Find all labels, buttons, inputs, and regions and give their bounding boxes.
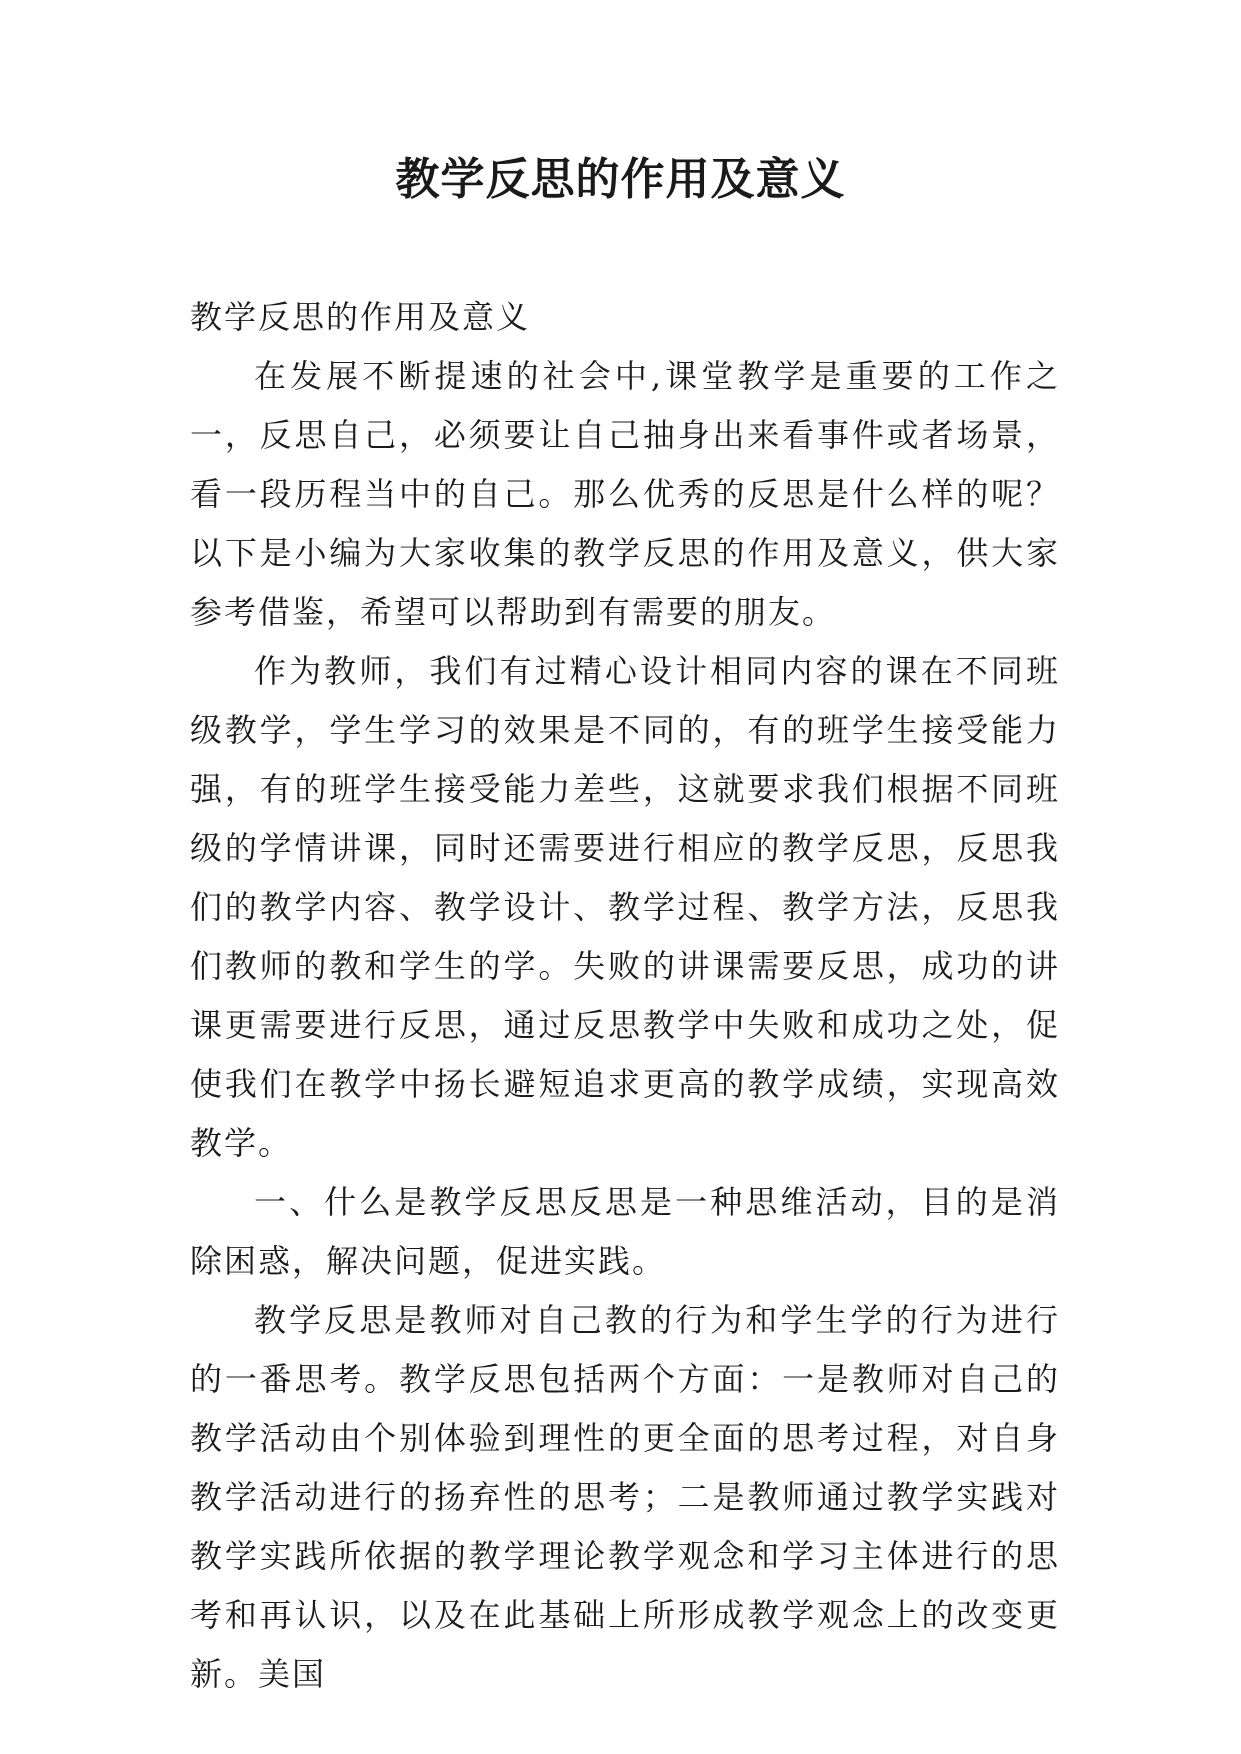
document-body	[190, 288, 1060, 1704]
paragraph-intro: 在发展不断提速的社会中,课堂教学是重要的工作之一，反思自己，必须要让自己抽身出来看事件或者场景，看一段历程当中的自己。那么优秀的反思是什么样的呢？以下是小编为大家收集的教学反思的作用及意义，供大家参考借鉴，希望可以帮助到有需要的朋友。	[190, 357, 1060, 631]
paragraph-subtitle: 教学反思的作用及意义	[190, 298, 531, 336]
document-title: 教学反思的作用及意义	[395, 154, 846, 205]
paragraph-definition: 教学反思是教师对自己教的行为和学生学的行为进行的一番思考。教学反思包括两个方面：一是教师对自己的教学活动由个别体验到理性的更全面的思考过程，对自身教学活动进行的扬弃性的思考；二是教师通过教学实践对教学实践所依据的教学理论教学观念和学习主体进行的思考和再认识，以及在此基础上所形成教学观念上的改变更新。美国	[190, 1301, 1060, 1693]
paragraph-teacher-experience: 作为教师，我们有过精心设计相同内容的课在不同班级教学，学生学习的效果是不同的，有的班学生接受能力强，有的班学生接受能力差些，这就要求我们根据不同班级的学情讲课，同时还需要进行相应的教学反思，反思我们的教学内容、教学设计、教学过程、教学方法，反思我们教师的教和学生的学。失败的讲课需要反思，成功的讲课更需要进行反思，通过反思教学中失败和成功之处，促使我们在教学中扬长避短追求更高的教学成绩，实现高效教学。	[190, 652, 1060, 1162]
paragraph-section-one: 一、什么是教学反思反思是一种思维活动，目的是消除困惑，解决问题，促进实践。	[190, 1183, 1060, 1280]
